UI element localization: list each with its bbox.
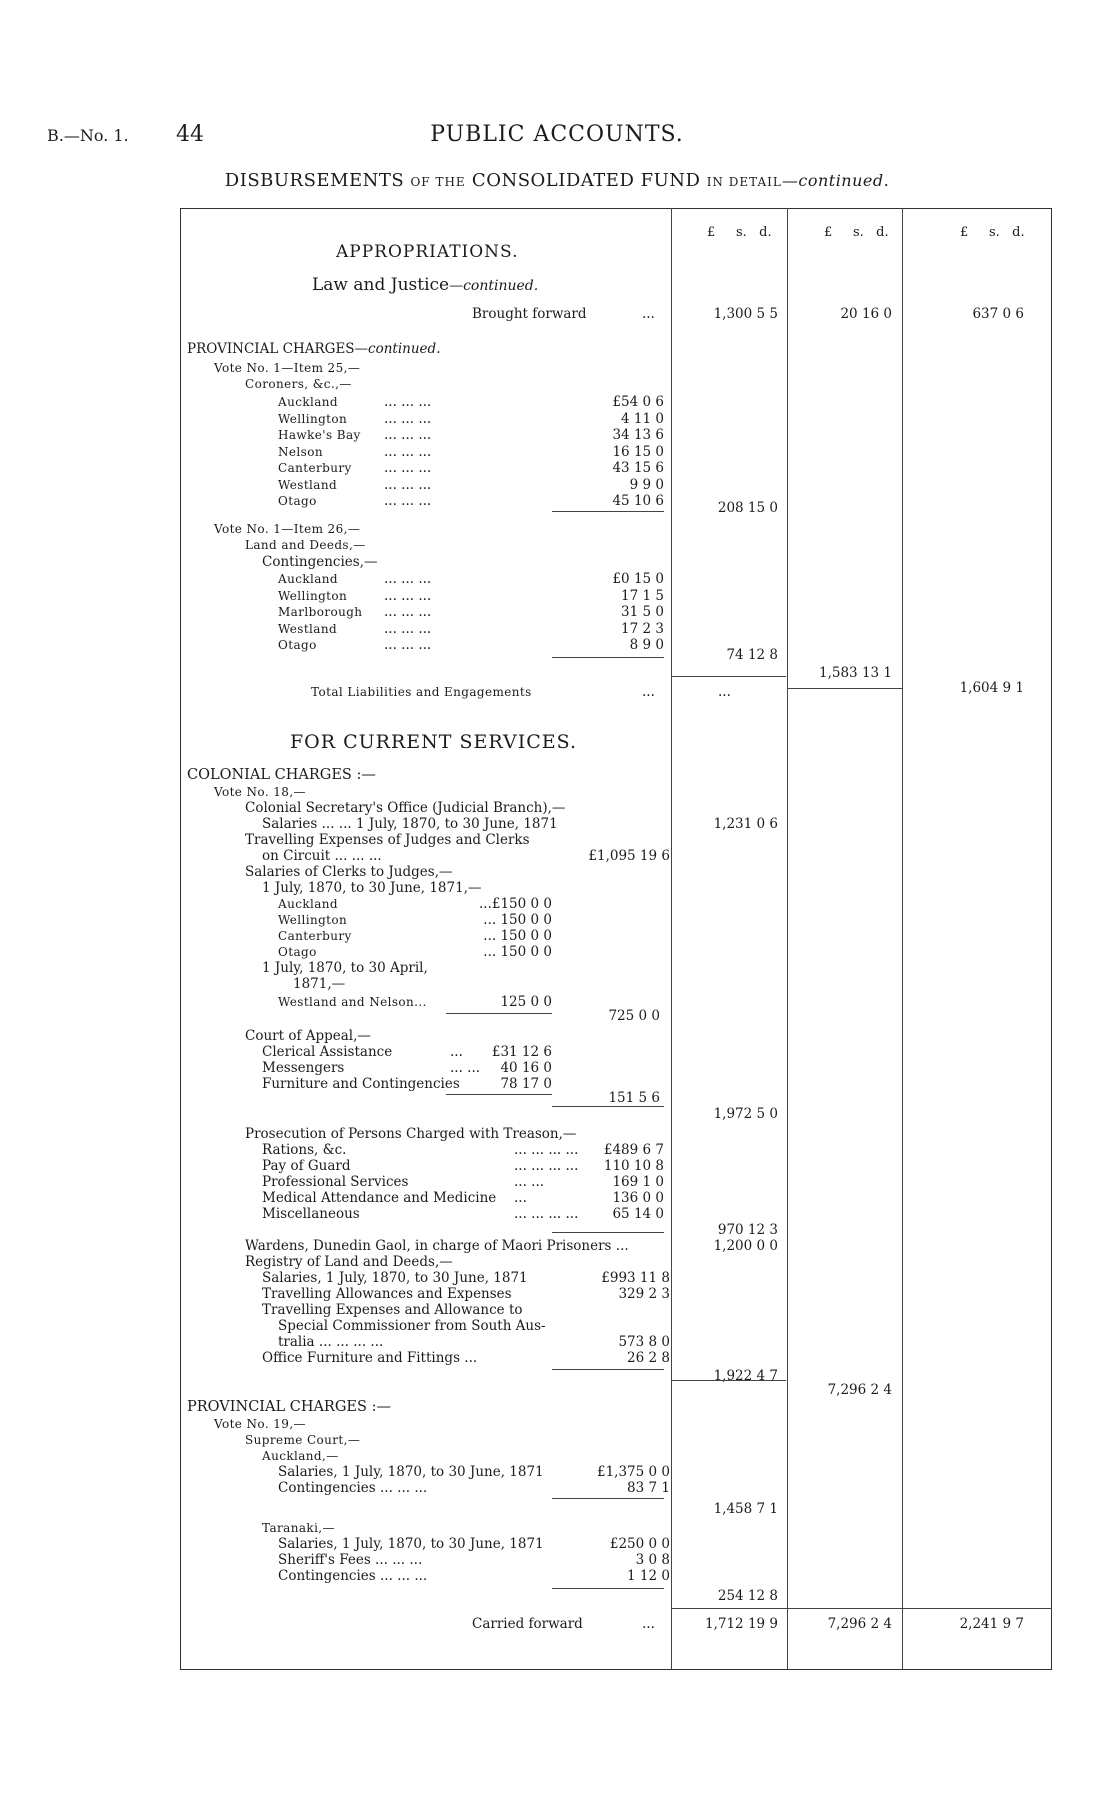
treason-row-amount: 169 1 0	[612, 1174, 664, 1190]
auckland-contingencies-amount: 83 7 1	[627, 1480, 670, 1496]
appeal-row-amount: 78 17 0	[500, 1076, 552, 1092]
treason-row-leader: ... ...	[514, 1174, 545, 1190]
taranaki-contingencies-label: Contingencies ... ... ...	[278, 1568, 428, 1584]
provincial-charges-cont: PROVINCIAL CHARGES—continued.	[187, 341, 441, 357]
taranaki-sheriff-amount: 3 0 8	[635, 1552, 670, 1568]
taranaki-subtotal-rule	[552, 1588, 664, 1589]
treason-row-amount: 110 10 8	[603, 1158, 664, 1174]
salaries-line: Salaries ... ... 1 July, 1870, to 30 June, 1871	[262, 816, 558, 832]
coroner-row-leader: ... ... ...	[384, 394, 432, 410]
treason-row-leader: ... ... ... ...	[514, 1142, 579, 1158]
treason-row-name: Miscellaneous	[262, 1206, 360, 1222]
land-row-leader: ... ... ...	[384, 620, 432, 637]
period2b-label: 1871,—	[293, 976, 346, 992]
wardens-amount: 1,200 0 0	[713, 1238, 778, 1254]
land-row-leader: ... ... ...	[384, 587, 432, 604]
coroners-total: 208 15 0	[717, 500, 778, 516]
appeal-subtotal-rule	[446, 1094, 552, 1095]
page-subtitle	[0, 172, 1114, 190]
coroner-row-amount: 45 10 6	[612, 493, 664, 509]
registry-subtotal-rule	[552, 1369, 664, 1370]
travelling-expenses-label: Travelling Expenses of Judges and Clerks	[245, 832, 530, 848]
salaries-col1: 1,231 0 6	[713, 816, 778, 832]
treason-row-amount: 136 0 0	[612, 1190, 664, 1206]
appeal-row-name: Clerical Assistance	[262, 1044, 393, 1060]
coroner-row-amount: 9 9 0	[629, 476, 664, 493]
land-row-name: Otago	[278, 638, 317, 652]
current-services-heading: FOR CURRENT SERVICES.	[290, 731, 577, 753]
coroner-row-leader: ... ... ...	[384, 427, 432, 443]
registry-salaries-label: Salaries, 1 July, 1870, to 30 June, 1871	[262, 1270, 528, 1286]
appeal-row-amount: 40 16 0	[500, 1060, 552, 1076]
coroner-row-amount: £54 0 6	[612, 394, 664, 410]
land-row-amount: 17 2 3	[621, 620, 664, 637]
treason-row-leader: ... ... ... ...	[514, 1206, 579, 1222]
judicial-total: 1,972 5 0	[713, 1106, 778, 1122]
vote18-label: Vote No. 18,—	[214, 785, 306, 799]
clerk-row-name: Otago	[278, 945, 317, 959]
coroner-row-name: Nelson	[278, 444, 323, 459]
clerk-row-amount: ... 150 0 0	[483, 912, 552, 928]
land-row-name: Auckland	[278, 572, 338, 586]
carried-forward-col3: 2,241 9 7	[959, 1616, 1024, 1632]
coroner-row-name: Auckland	[278, 395, 338, 409]
registry-furniture-label: Office Furniture and Fittings ...	[262, 1350, 478, 1366]
period1-label: 1 July, 1870, to 30 June, 1871,—	[262, 880, 482, 896]
prosecution-label: Prosecution of Persons Charged with Treason,—	[245, 1126, 577, 1142]
auckland-total: 1,458 7 1	[713, 1501, 778, 1517]
auckland-salaries-label: Salaries, 1 July, 1870, to 30 June, 1871	[278, 1464, 544, 1480]
westland-nelson-amount: 125 0 0	[500, 994, 552, 1010]
court-appeal-label: Court of Appeal,—	[245, 1028, 371, 1044]
wardens-label: Wardens, Dunedin Gaol, in charge of Maori Prisoners ...	[245, 1238, 629, 1254]
coroner-row-amount: 4 11 0	[621, 410, 664, 427]
taranaki-total: 254 12 8	[717, 1588, 778, 1604]
treason-row-amount: 65 14 0	[612, 1206, 664, 1222]
total-liabilities-col1: ...	[718, 684, 731, 700]
coroner-row-name: Westland	[278, 477, 338, 492]
col1-rule-colonial	[672, 1380, 786, 1381]
appeal-row-amount: £31 12 6	[491, 1044, 552, 1060]
auckland-label: Auckland,—	[262, 1449, 339, 1463]
coroner-row-amount: 43 15 6	[612, 460, 664, 476]
taranaki-salaries-amount: £250 0 0	[609, 1536, 670, 1552]
coroner-row-name: Otago	[278, 494, 317, 508]
treason-row-leader: ...	[514, 1190, 527, 1206]
coroner-row-leader: ... ... ...	[384, 443, 432, 460]
land-row-leader: ... ... ...	[384, 571, 432, 587]
clerk-row-name: Wellington	[278, 913, 348, 927]
coroner-row-name: Hawke's Bay	[278, 428, 361, 442]
land-row-name: Marlborough	[278, 605, 363, 619]
coroner-row-amount: 34 13 6	[612, 427, 664, 443]
coroner-row-leader: ... ... ...	[384, 460, 432, 476]
brought-forward-col2: 20 16 0	[840, 306, 892, 322]
taranaki-sheriff-label: Sheriff's Fees ... ... ...	[278, 1552, 423, 1568]
supreme-court-label: Supreme Court,—	[245, 1433, 361, 1447]
clerk-row-amount: ... 150 0 0	[483, 944, 552, 960]
land-row-name: Westland	[278, 621, 338, 636]
subtitle-fund: CONSOLIDATED FUND	[471, 170, 701, 191]
registry-travel-label: Travelling Allowances and Expenses	[262, 1286, 512, 1302]
appeal-row-name: Furniture and Contingencies	[262, 1076, 460, 1092]
land-row-amount: 8 9 0	[629, 637, 664, 653]
vote19-label: Vote No. 19,—	[214, 1417, 306, 1431]
land-row-leader: ... ... ...	[384, 637, 432, 653]
provincial-charges-heading: PROVINCIAL CHARGES :—	[187, 1399, 391, 1415]
taranaki-salaries-label: Salaries, 1 July, 1870, to 30 June, 1871	[278, 1536, 544, 1552]
vote1-item25: Vote No. 1—Item 25,—	[214, 361, 361, 375]
registry-travel-amount: 329 2 3	[618, 1286, 670, 1302]
total-liabilities-col3: 1,604 9 1	[959, 680, 1024, 696]
auckland-contingencies-label: Contingencies ... ... ...	[278, 1480, 428, 1496]
auckland-subtotal-rule	[552, 1498, 664, 1499]
brought-forward-col1: 1,300 5 5	[713, 306, 778, 322]
land-row-amount: 17 1 5	[621, 587, 664, 604]
on-circuit-amount: £1,095 19 6	[588, 848, 670, 864]
coroners-label: Coroners, &c.,—	[245, 377, 352, 391]
appeal-total: 151 5 6	[608, 1090, 660, 1106]
registry-furniture-amount: 26 2 8	[627, 1350, 670, 1366]
auckland-salaries-amount: £1,375 0 0	[597, 1464, 670, 1480]
clerk-row-amount: ...£150 0 0	[479, 896, 552, 912]
coroner-row-name: Wellington	[278, 411, 348, 426]
westland-nelson-label: Westland and Nelson...	[278, 995, 427, 1009]
clerks-subtotal-rule	[446, 1013, 552, 1014]
carried-forward-label: Carried forward	[472, 1616, 583, 1632]
clerk-row-name: Canterbury	[278, 929, 352, 943]
land-row-name: Wellington	[278, 588, 348, 603]
land-row-amount: £0 15 0	[612, 571, 664, 587]
coroner-row-name: Canterbury	[278, 461, 352, 475]
registry-special-label-3: tralia ... ... ... ...	[278, 1334, 384, 1350]
clerk-row-amount: ... 150 0 0	[483, 928, 552, 944]
judicial-subtotal-rule	[552, 1106, 664, 1107]
registry-special-label-2: Special Commissioner from South Aus-	[278, 1318, 546, 1334]
land-total: 74 12 8	[726, 647, 778, 663]
subtitle-cont: —continued.	[781, 171, 890, 190]
coroner-row-leader: ... ... ...	[384, 476, 432, 493]
carried-forward-dots: ...	[642, 1616, 655, 1632]
col1-rule-liabilities	[672, 676, 786, 677]
coroner-row-amount: 16 15 0	[612, 443, 664, 460]
clerk-row-name: Auckland	[278, 897, 338, 911]
taranaki-label: Taranaki,—	[262, 1521, 335, 1535]
colonial-charges-heading: COLONIAL CHARGES :—	[187, 767, 376, 783]
column-rule-2	[787, 208, 788, 1670]
subtitle-of: OF THE	[410, 175, 466, 189]
colonial-secretary-label: Colonial Secretary's Office (Judicial Branch),—	[245, 800, 566, 816]
law-justice-heading: Law and Justice—continued.	[312, 275, 539, 295]
land-row-amount: 31 5 0	[621, 604, 664, 620]
registry-special-label-1: Travelling Expenses and Allowance to	[262, 1302, 523, 1318]
liabilities-col2: 1,583 13 1	[819, 665, 892, 681]
page-number: 44	[176, 122, 204, 147]
coroner-row-leader: ... ... ...	[384, 410, 432, 427]
col3-currency-header: £ s. d.	[960, 225, 1025, 240]
subtitle-in: IN DETAIL	[706, 175, 782, 189]
on-circuit-label: on Circuit ... ... ...	[262, 848, 382, 864]
col2-rule-liabilities	[788, 688, 902, 689]
taranaki-contingencies-amount: 1 12 0	[627, 1568, 670, 1584]
col2-currency-header: £ s. d.	[824, 225, 889, 240]
treason-row-name: Medical Attendance and Medicine	[262, 1190, 497, 1206]
clerks-total: 725 0 0	[608, 1008, 660, 1024]
carried-forward-col2: 7,296 2 4	[827, 1616, 892, 1632]
treason-total: 970 12 3	[717, 1222, 778, 1238]
treason-row-name: Professional Services	[262, 1174, 409, 1190]
brought-forward-dots: ...	[642, 306, 655, 322]
appeal-row-name: Messengers	[262, 1060, 345, 1076]
appropriations-heading: APPROPRIATIONS.	[336, 242, 519, 262]
coroners-subtotal-rule	[552, 511, 664, 512]
land-deeds-label: Land and Deeds,—	[245, 538, 366, 552]
treason-subtotal-rule	[552, 1232, 664, 1233]
treason-row-name: Pay of Guard	[262, 1158, 351, 1174]
col1-currency-header: £ s. d.	[707, 225, 772, 240]
vote1-item26: Vote No. 1—Item 26,—	[214, 522, 361, 536]
contingencies-label: Contingencies,—	[262, 554, 378, 570]
page-title: PUBLIC ACCOUNTS.	[430, 122, 684, 147]
treason-row-name: Rations, &c.	[262, 1142, 347, 1158]
registry-label: Registry of Land and Deeds,—	[245, 1254, 453, 1270]
document-reference: B.—No. 1.	[47, 126, 129, 145]
colonial-total: 7,296 2 4	[827, 1382, 892, 1398]
column-rule-1	[671, 208, 672, 1670]
subtitle-main: DISBURSEMENTS	[224, 170, 405, 191]
salaries-clerks-label: Salaries of Clerks to Judges,—	[245, 864, 453, 880]
land-subtotal-rule	[552, 657, 664, 658]
land-row-leader: ... ... ...	[384, 604, 432, 620]
period2a-label: 1 July, 1870, to 30 April,	[262, 960, 428, 976]
carried-forward-rule-top	[672, 1608, 1052, 1609]
total-liabilities-label: Total Liabilities and Engagements	[311, 685, 532, 699]
appeal-row-leader: ...	[450, 1044, 463, 1060]
treason-row-leader: ... ... ... ...	[514, 1158, 579, 1174]
total-liabilities-dots: ...	[642, 684, 655, 700]
column-rule-3	[902, 208, 903, 1670]
registry-total: 1,922 4 7	[713, 1368, 778, 1384]
appeal-row-leader: ... ...	[450, 1060, 481, 1076]
brought-forward-col3: 637 0 6	[972, 306, 1024, 322]
carried-forward-col1: 1,712 19 9	[705, 1616, 778, 1632]
registry-special-amount: 573 8 0	[618, 1334, 670, 1350]
registry-salaries-amount: £993 11 8	[601, 1270, 670, 1286]
brought-forward-label: Brought forward	[472, 306, 587, 322]
treason-row-amount: £489 6 7	[603, 1142, 664, 1158]
coroner-row-leader: ... ... ...	[384, 493, 432, 509]
